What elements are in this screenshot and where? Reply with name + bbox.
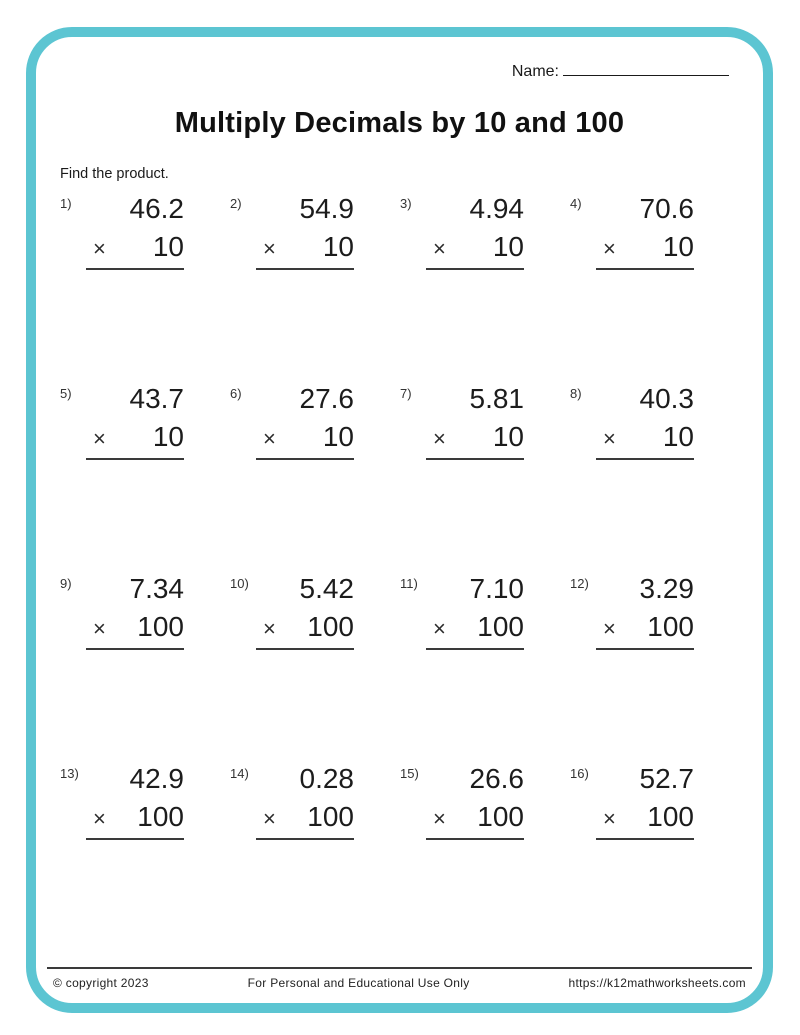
problem-cell	[60, 764, 184, 954]
multiplier-value: 10	[152, 230, 184, 262]
multiplier-row	[86, 232, 184, 263]
multiplier-value: 100	[137, 610, 184, 642]
answer-line	[596, 838, 694, 840]
problem-cell	[400, 194, 524, 384]
operand-value: 52.7	[639, 763, 694, 794]
problem-cell	[570, 574, 694, 764]
multiplier-row	[86, 612, 184, 643]
multiplier-value: 10	[662, 230, 694, 262]
problem-number: 15)	[400, 766, 419, 781]
operand-value: 70.6	[639, 193, 694, 224]
problem-number: 10)	[230, 576, 249, 591]
multiply-icon: ×	[433, 425, 446, 451]
multiplier-row	[596, 802, 694, 833]
problem-number: 12)	[570, 576, 589, 591]
operand-value: 27.6	[299, 383, 354, 414]
answer-line	[256, 838, 354, 840]
footer-url: https://k12mathworksheets.com	[568, 976, 746, 990]
multiply-icon: ×	[263, 805, 276, 831]
multiply-icon: ×	[603, 805, 616, 831]
multiply-icon: ×	[603, 615, 616, 641]
answer-line	[256, 268, 354, 270]
multiplier-value: 10	[322, 230, 354, 262]
multiplier-value: 100	[307, 800, 354, 832]
problem-number: 13)	[60, 766, 79, 781]
problem-work	[256, 384, 354, 460]
multiply-icon: ×	[93, 235, 106, 261]
problem-cell	[230, 194, 354, 384]
multiplier-row	[596, 232, 694, 263]
multiplier-value: 10	[152, 420, 184, 452]
problem-work	[426, 384, 524, 460]
name-label: Name:	[511, 63, 559, 80]
operand-value: 5.42	[299, 573, 354, 604]
multiplier-value: 100	[477, 610, 524, 642]
problem-number: 8)	[570, 386, 582, 401]
operand-value: 5.81	[469, 383, 524, 414]
problem-cell	[230, 764, 354, 954]
multiplier-value: 10	[492, 230, 524, 262]
multiplier-row	[256, 232, 354, 263]
answer-line	[86, 268, 184, 270]
operand-value: 54.9	[299, 193, 354, 224]
footer	[47, 967, 752, 990]
multiplier-row	[256, 802, 354, 833]
multiplier-value: 100	[137, 800, 184, 832]
multiplier-row	[256, 612, 354, 643]
problem-work	[86, 574, 184, 650]
problem-number: 14)	[230, 766, 249, 781]
answer-line	[86, 458, 184, 460]
multiplier-row	[86, 422, 184, 453]
problem-work	[86, 384, 184, 460]
multiply-icon: ×	[263, 425, 276, 451]
problems-grid	[60, 194, 763, 954]
problem-number: 11)	[400, 576, 418, 591]
multiply-icon: ×	[263, 615, 276, 641]
answer-line	[426, 648, 524, 650]
problem-cell	[570, 384, 694, 574]
problem-cell	[400, 764, 524, 954]
multiply-icon: ×	[603, 425, 616, 451]
operand-value: 40.3	[639, 383, 694, 414]
problem-work	[596, 574, 694, 650]
problem-work	[256, 194, 354, 270]
multiplier-value: 10	[662, 420, 694, 452]
answer-line	[426, 458, 524, 460]
operand-value: 43.7	[129, 383, 184, 414]
problem-work	[426, 574, 524, 650]
page-title: Multiply Decimals by 10 and 100	[174, 107, 625, 139]
problem-number: 6)	[230, 386, 242, 401]
operand-value: 0.28	[299, 763, 354, 794]
answer-line	[256, 458, 354, 460]
multiply-icon: ×	[93, 615, 106, 641]
problem-work	[256, 764, 354, 840]
problem-cell	[230, 384, 354, 574]
operand-value: 7.34	[129, 573, 184, 604]
multiplier-row	[256, 422, 354, 453]
multiplier-value: 100	[647, 610, 694, 642]
multiply-icon: ×	[93, 425, 106, 451]
multiplier-row	[426, 612, 524, 643]
problem-number: 7)	[400, 386, 412, 401]
multiply-icon: ×	[263, 235, 276, 261]
problem-cell	[570, 194, 694, 384]
problem-cell	[570, 764, 694, 954]
multiplier-row	[426, 802, 524, 833]
multiplier-value: 10	[322, 420, 354, 452]
operand-value: 42.9	[129, 763, 184, 794]
problem-work	[426, 194, 524, 270]
multiply-icon: ×	[433, 805, 446, 831]
multiplier-value: 100	[307, 610, 354, 642]
worksheet-page	[26, 27, 773, 1013]
problem-work	[596, 764, 694, 840]
problem-cell	[400, 384, 524, 574]
problem-number: 4)	[570, 196, 582, 211]
problem-cell	[60, 574, 184, 764]
problem-cell	[60, 194, 184, 384]
operand-value: 3.29	[639, 573, 694, 604]
multiplier-value: 100	[477, 800, 524, 832]
multiplier-value: 10	[492, 420, 524, 452]
multiplier-row	[596, 422, 694, 453]
answer-line	[596, 648, 694, 650]
name-row	[36, 61, 729, 81]
answer-line	[426, 838, 524, 840]
multiply-icon: ×	[433, 615, 446, 641]
multiplier-value: 100	[647, 800, 694, 832]
problem-work	[86, 764, 184, 840]
operand-value: 26.6	[469, 763, 524, 794]
multiply-icon: ×	[433, 235, 446, 261]
multiply-icon: ×	[93, 805, 106, 831]
operand-value: 46.2	[129, 193, 184, 224]
problem-cell	[230, 574, 354, 764]
problem-number: 3)	[400, 196, 412, 211]
operand-value: 7.10	[469, 573, 524, 604]
footer-usage: For Personal and Educational Use Only	[247, 976, 470, 990]
problem-work	[596, 194, 694, 270]
answer-line	[86, 838, 184, 840]
problem-number: 5)	[60, 386, 72, 401]
problem-number: 1)	[60, 196, 72, 211]
problem-number: 2)	[230, 196, 242, 211]
problem-work	[426, 764, 524, 840]
answer-line	[86, 648, 184, 650]
instruction-text: Find the product.	[60, 166, 169, 182]
problem-work	[256, 574, 354, 650]
problem-number: 16)	[570, 766, 589, 781]
multiplier-row	[86, 802, 184, 833]
multiplier-row	[426, 232, 524, 263]
multiply-icon: ×	[603, 235, 616, 261]
problem-cell	[60, 384, 184, 574]
operand-value: 4.94	[469, 193, 524, 224]
answer-line	[256, 648, 354, 650]
problem-work	[596, 384, 694, 460]
problem-cell	[400, 574, 524, 764]
footer-copyright: © copyright 2023	[53, 976, 149, 990]
name-blank-line	[563, 61, 729, 76]
multiplier-row	[426, 422, 524, 453]
answer-line	[596, 458, 694, 460]
multiplier-row	[596, 612, 694, 643]
answer-line	[596, 268, 694, 270]
answer-line	[426, 268, 524, 270]
problem-number: 9)	[60, 576, 72, 591]
problem-work	[86, 194, 184, 270]
